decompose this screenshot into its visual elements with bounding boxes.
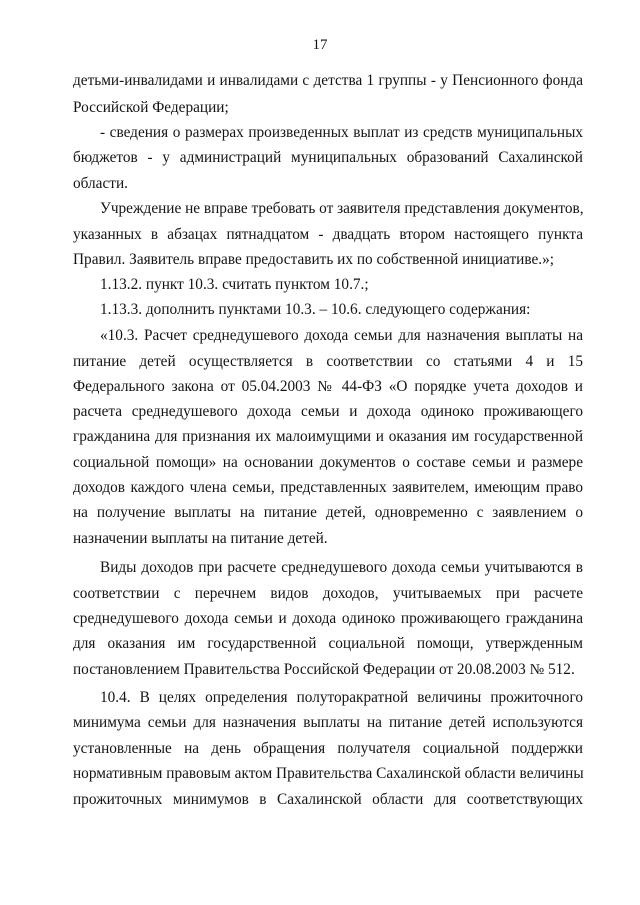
text-line: постановлением Правительства Российской Федерации от 20.08.2003 № 512. [73,661,575,678]
text-line: доходов каждого члена семьи, представленных заявителем, имеющим право [73,479,583,496]
text-line: питание детей осуществляется в соответствии со статьями 4 и 15 [73,353,583,370]
text-line: Правил. Заявитель вправе предоставить их по собственной инициативе.»; [73,251,554,268]
text-line: указанных в абзацах пятнадцатом - двадцать втором настоящего пункта [73,226,583,243]
text-line: назначении выплаты на питание детей. [73,530,328,547]
text-line: установленные на день обращения получателя социальной поддержки [73,740,583,757]
text-line: социальной помощи» на основании документов о составе семьи и размере [73,454,583,471]
text-line: расчета среднедушевого дохода семьи и дохода одиноко проживающего [73,403,583,420]
text-line: соответствии с перечнем видов доходов, учитываемых при расчете [73,585,583,602]
text-line: нормативным правовым актом Правительства Сахалинской области величины [73,765,584,782]
text-line: Федерального закона от 05.04.2003 № 44-ФЗ «О порядке учета доходов и [73,378,583,395]
text-line: бюджетов - у администраций муниципальных образований Сахалинской [73,149,583,166]
text-line: среднедушевого дохода семьи и дохода одиноко проживающего гражданина [73,610,583,627]
text-line: области. [73,175,128,192]
text-line: детьми-инвалидами и инвалидами с детства 1 группы - у Пенсионного фонда [73,72,583,89]
text-line: 10.4. В целях определения полуторакратной величины прожиточного [100,689,583,706]
text-line: Учреждение не вправе требовать от заявителя представления документов, [100,200,584,217]
page-number: 17 [312,37,328,53]
text-line: прожиточных минимумов в Сахалинской области для соответствующих [73,791,583,808]
text-line: на получение выплаты на питание детей, одновременно с заявлением о [73,504,583,521]
text-line: гражданина для признания их малоимущими и оказания им государственной [73,428,583,445]
text-line: 1.13.2. пункт 10.3. считать пунктом 10.7.; [100,276,369,293]
text-line: «10.3. Расчет среднедушевого дохода семьи для назначения выплаты на [100,327,583,344]
text-line: - сведения о размерах произведенных выплат из средств муниципальных [100,124,583,141]
text-line: минимума семьи для назначения выплаты на питание детей используются [73,714,583,731]
text-line: Российской Федерации; [73,99,229,116]
text-line: для оказания им государственной социальной помощи, утвержденным [73,635,583,652]
text-line: 1.13.3. дополнить пунктами 10.3. – 10.6. следующего содержания: [100,301,531,318]
text-line: Виды доходов при расчете среднедушевого дохода семьи учитываются в [100,559,583,576]
